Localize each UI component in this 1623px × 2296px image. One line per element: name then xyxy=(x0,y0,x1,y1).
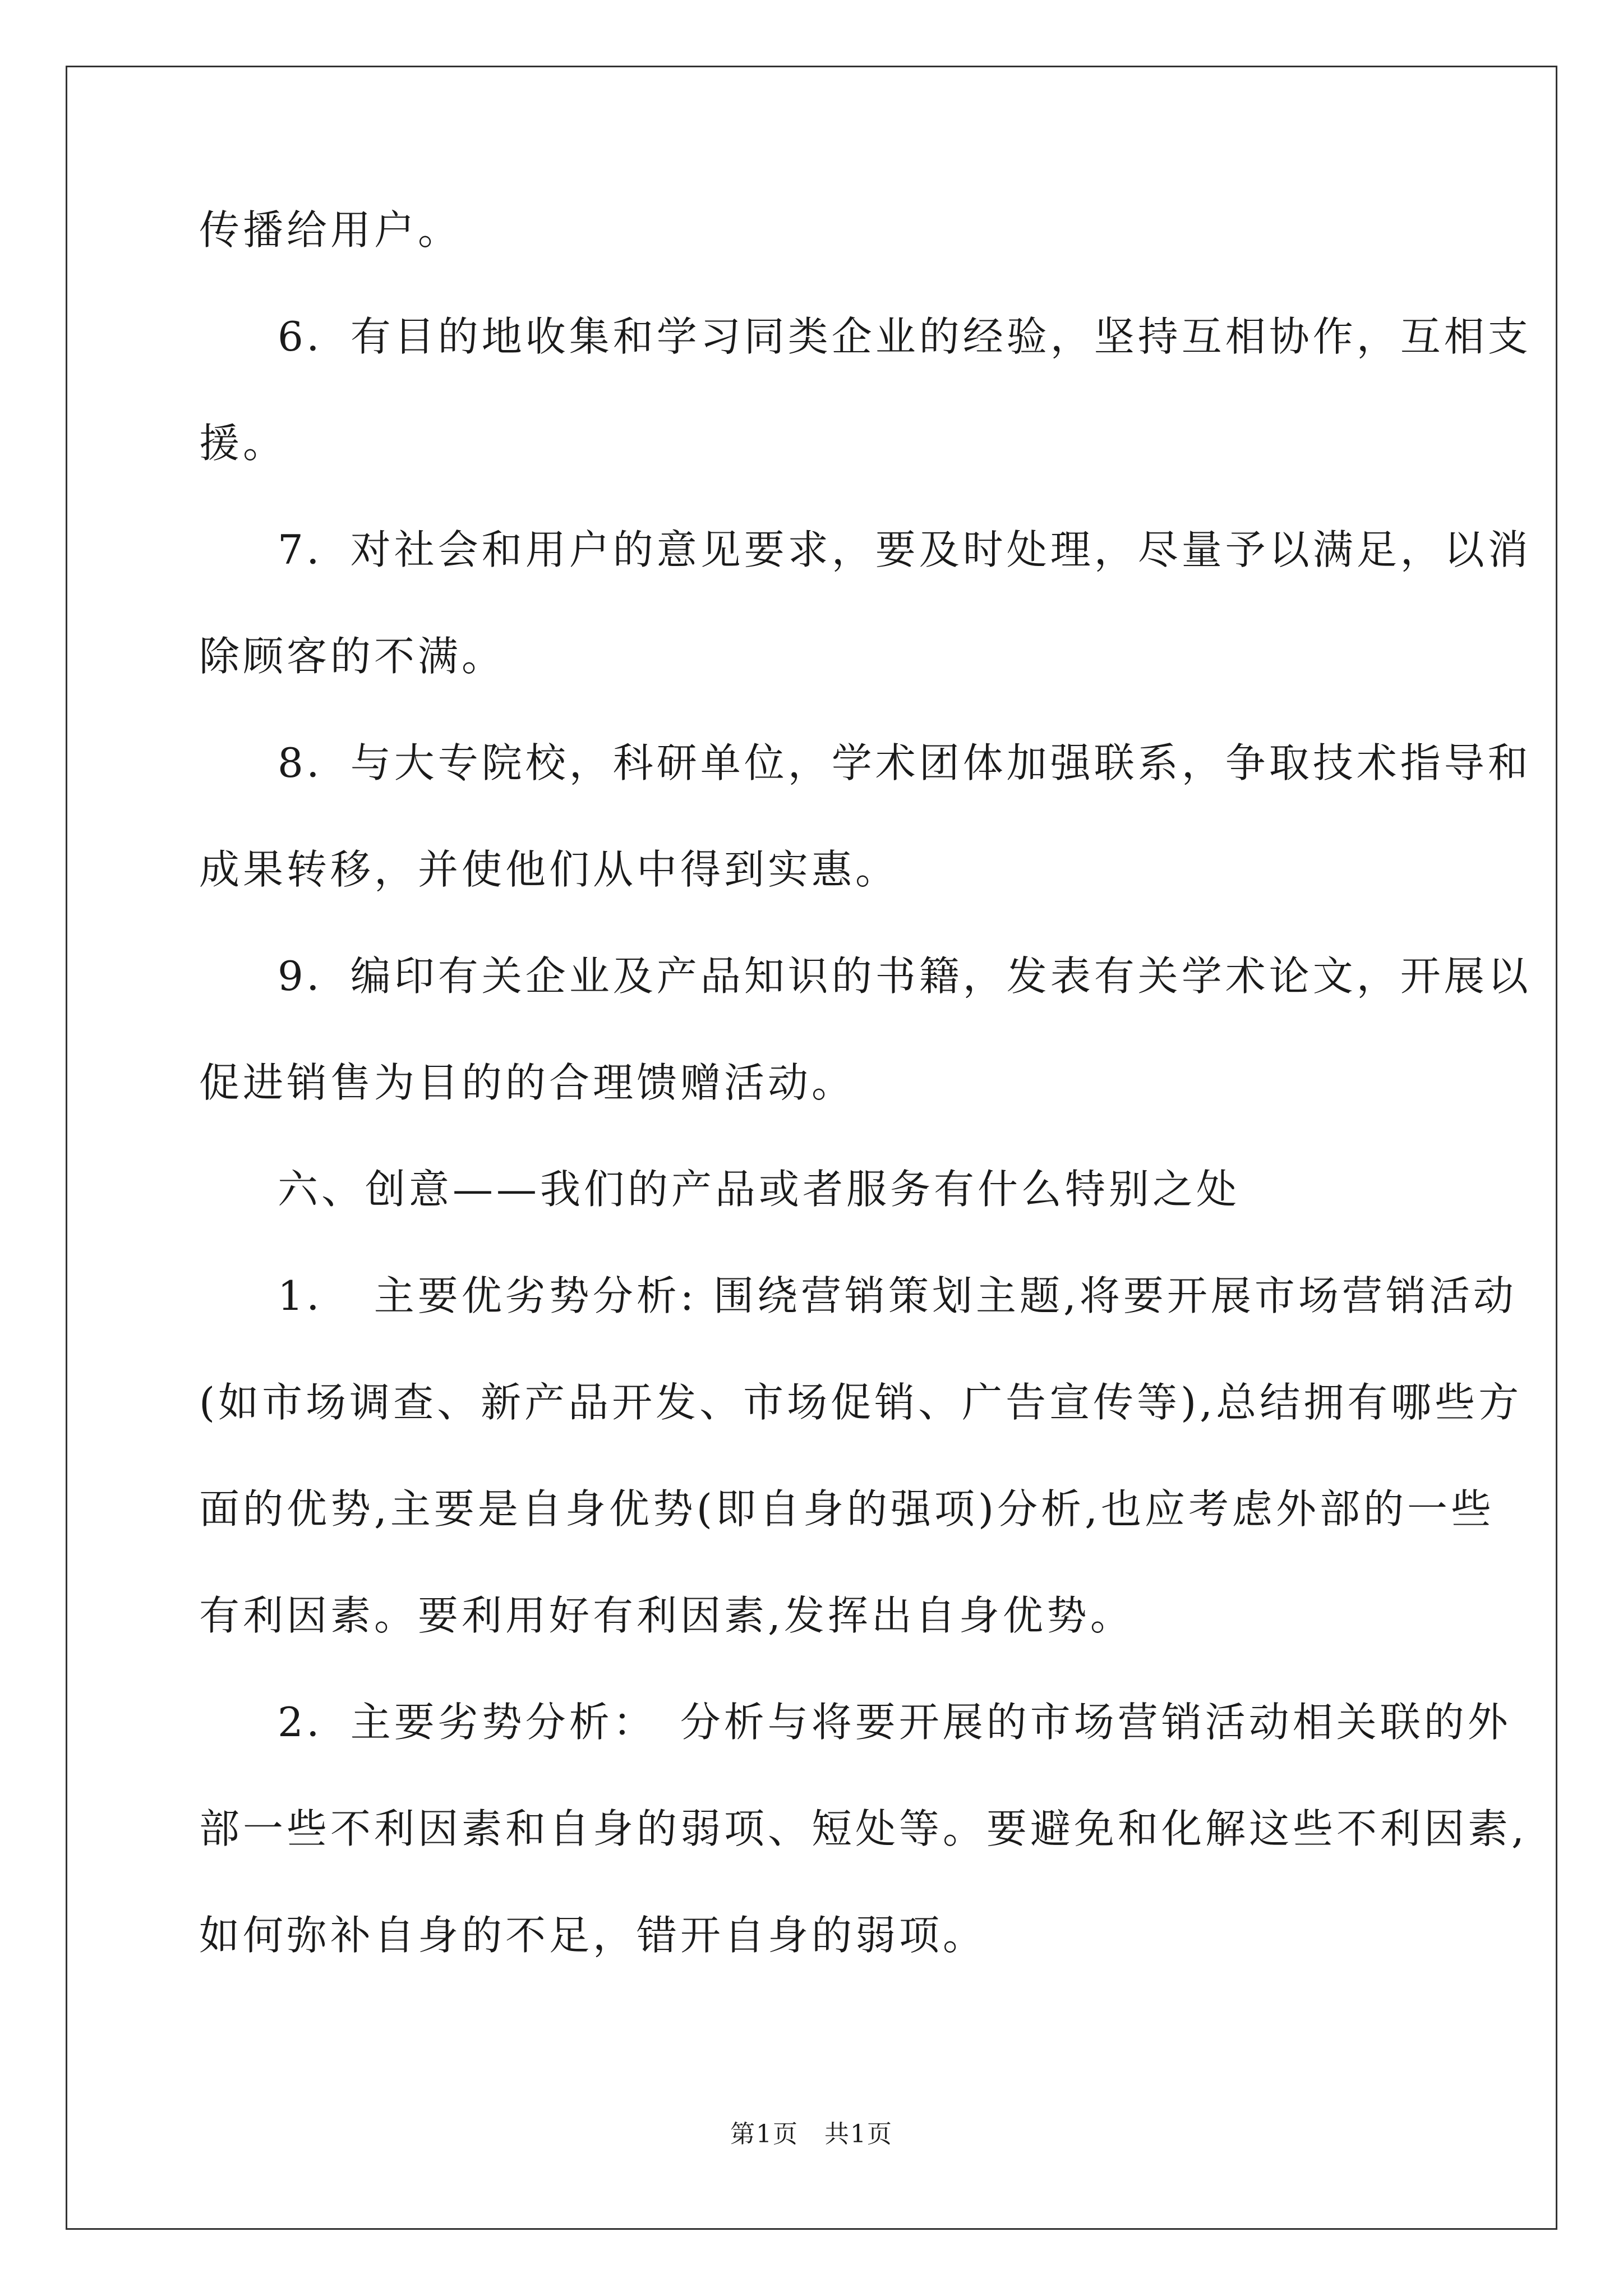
page-number-footer: 第1页 共1页 xyxy=(730,2120,893,2148)
text-line: 如何弥补自身的不足，错开自身的弱项。 xyxy=(199,1912,987,1959)
text-line: 援。 xyxy=(199,420,287,467)
section-heading: 六、创意——我们的产品或者服务有什么特别之处 xyxy=(278,1166,1241,1213)
text-line: 面的优势,主要是自身优势(即自身的强项)分析,也应考虑外部的一些 xyxy=(199,1485,1495,1533)
text-line: 传播给用户。 xyxy=(199,206,462,254)
text-line: 除顾客的不满。 xyxy=(199,633,506,680)
text-line: 成果转移，并使他们从中得到实惠。 xyxy=(199,846,900,893)
text-line: 部一些不利因素和自身的弱项、短处等。要避免和化解这些不利因素, xyxy=(199,1805,1528,1852)
text-line: 有利因素。要利用好有利因素,发挥出自身优势。 xyxy=(199,1592,1134,1639)
text-line: (如市场调查、新产品开发、市场促销、广告宣传等),总结拥有哪些方 xyxy=(199,1379,1523,1426)
text-line: 促进销售为目的的合理馈赠活动。 xyxy=(199,1059,856,1106)
text-line: 2．主要劣势分析： 分析与将要开展的市场营销活动相关联的外 xyxy=(278,1699,1511,1746)
text-line: 1． 主要优劣势分析: 围绕营销策划主题,将要开展市场营销活动 xyxy=(278,1272,1517,1319)
text-line: 6．有目的地收集和学习同类企业的经验，坚持互相协作，互相支 xyxy=(278,313,1532,360)
text-line: 7．对社会和用户的意见要求，要及时处理，尽量予以满足，以消 xyxy=(278,526,1532,573)
text-line: 9．编印有关企业及产品知识的书籍，发表有关学术论文，开展以 xyxy=(278,953,1532,1000)
text-line: 8．与大专院校，科研单位，学术团体加强联系，争取技术指导和 xyxy=(278,739,1532,786)
